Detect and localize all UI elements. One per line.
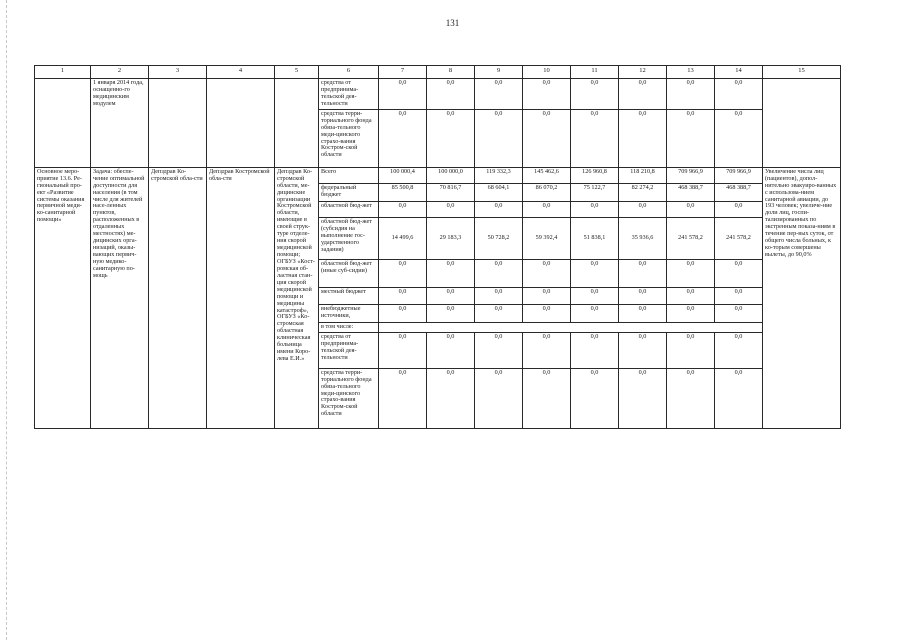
participant-cell (207, 79, 275, 168)
value-cell: 0,0 (379, 109, 427, 167)
value-cell: 0,0 (379, 287, 427, 304)
value-cell: 75 122,7 (571, 183, 619, 201)
column-number: 15 (763, 66, 841, 79)
value-cell: 100 000,4 (379, 167, 427, 183)
value-cell: 70 816,7 (427, 183, 475, 201)
executor-cell (275, 79, 319, 168)
funding-source-cell: средства от предпринима-тельской дея-тельности (319, 332, 379, 368)
value-cell: 709 966,9 (667, 167, 715, 183)
value-cell: 0,0 (619, 368, 667, 428)
value-cell: 0,0 (715, 201, 763, 217)
value-cell: 0,0 (571, 304, 619, 322)
value-cell: 0,0 (619, 332, 667, 368)
column-number: 9 (475, 66, 523, 79)
value-cell: 0,0 (667, 304, 715, 322)
column-number: 4 (207, 66, 275, 79)
value-cell: 0,0 (667, 368, 715, 428)
value-cell: 0,0 (619, 304, 667, 322)
column-number: 12 (619, 66, 667, 79)
value-cell: 0,0 (427, 201, 475, 217)
column-number: 2 (91, 66, 149, 79)
value-cell: 0,0 (379, 304, 427, 322)
coordinator-cell (149, 79, 207, 168)
value-cell: 0,0 (523, 79, 571, 110)
value-cell: 0,0 (475, 79, 523, 110)
value-cell: 0,0 (619, 201, 667, 217)
value-cell: 0,0 (571, 287, 619, 304)
value-cell: 85 500,8 (379, 183, 427, 201)
column-number: 5 (275, 66, 319, 79)
value-cell: 0,0 (571, 259, 619, 287)
column-number: 13 (667, 66, 715, 79)
funding-source-cell: областной бюд-жет (субсидия на выполнение гос-ударственного задания) (319, 217, 379, 259)
value-cell: 0,0 (715, 109, 763, 167)
funding-source-cell: областной бюд-жет (иные суб-сидии) (319, 259, 379, 287)
column-number: 7 (379, 66, 427, 79)
value-cell: 0,0 (715, 332, 763, 368)
value-cell: 0,0 (475, 368, 523, 428)
value-cell: 0,0 (523, 368, 571, 428)
value-cell: 29 183,3 (427, 217, 475, 259)
coordinator-cell: Депздрав Ко-стромской обла-сти (149, 167, 207, 428)
program-table (34, 65, 841, 429)
value-cell: 0,0 (475, 287, 523, 304)
binding-margin-line (6, 0, 7, 640)
value-cell: 0,0 (715, 287, 763, 304)
value-cell: 0,0 (523, 201, 571, 217)
value-cell: 0,0 (379, 259, 427, 287)
executor-cell: Депздрав Ко-стромской области, ме-дицинские организации Костромской области, имеющие в своей струк-туре отделе-ния скорой медицинской помощи; ОГБУЗ «Кост-ромская об-ластная стан-ция скорой медицинской помощи и медицины катастроф», ОГБУЗ «Ко-стромская областная клиническая больница имени Коро-лева Е.И.» (275, 167, 319, 428)
value-cell: 0,0 (379, 79, 427, 110)
value-cell: 0,0 (523, 259, 571, 287)
funding-source-cell: местный бюджет (319, 287, 379, 304)
task-cell: Задача: обеспе-чение оптимальной доступности для населения (в том числе для жителей насе-ленных пунктов, расположенных в отдаленных местностях) ме-дицинских орга-низаций, оказы-вающих первич-ную медико-санитарную по-мощь (91, 167, 149, 428)
value-cell: 68 604,1 (475, 183, 523, 201)
value-cell: 119 332,3 (475, 167, 523, 183)
value-cell: 468 388,7 (667, 183, 715, 201)
value-cell: 14 499,6 (379, 217, 427, 259)
funding-source-cell: средства терри-ториального фонда обяза-тельного меди-цинского страхо-вания Костром-ской области (319, 109, 379, 167)
column-number: 6 (319, 66, 379, 79)
value-cell: 126 960,8 (571, 167, 619, 183)
result-cell (763, 79, 841, 168)
value-cell: 0,0 (523, 304, 571, 322)
value-cell: 0,0 (619, 259, 667, 287)
table-row (35, 79, 841, 110)
value-cell: 0,0 (619, 109, 667, 167)
value-cell: 0,0 (667, 287, 715, 304)
column-number: 3 (149, 66, 207, 79)
value-cell: 82 274,2 (619, 183, 667, 201)
value-cell: 0,0 (667, 109, 715, 167)
value-cell: 0,0 (523, 109, 571, 167)
funding-source-cell: внебюджетные источники, (319, 304, 379, 322)
value-cell: 0,0 (427, 368, 475, 428)
column-number: 1 (35, 66, 91, 79)
value-cell: 0,0 (427, 332, 475, 368)
value-cell: 35 936,6 (619, 217, 667, 259)
table-row (35, 167, 841, 183)
value-cell: 118 210,8 (619, 167, 667, 183)
funding-source-cell: в том числе: (319, 322, 379, 332)
empty-value-cell (379, 322, 763, 332)
value-cell: 468 388,7 (715, 183, 763, 201)
value-cell: 0,0 (619, 287, 667, 304)
value-cell: 0,0 (715, 259, 763, 287)
funding-source-cell: областной бюд-жет (319, 201, 379, 217)
funding-source-cell: средства от предпринима-тельской дея-тельности (319, 79, 379, 110)
value-cell: 0,0 (523, 287, 571, 304)
measure-name-cell (35, 79, 91, 168)
value-cell: 100 000,0 (427, 167, 475, 183)
value-cell: 0,0 (571, 201, 619, 217)
participant-cell: Депздрав Костромской обла-сти (207, 167, 275, 428)
funding-source-cell: Всего (319, 167, 379, 183)
value-cell: 0,0 (571, 109, 619, 167)
column-number: 10 (523, 66, 571, 79)
task-cell: 1 января 2014 года, оснащенно-го медицинским модулем (91, 79, 149, 168)
result-cell: Увеличение числа лиц (пациентов), допол-нительно эвакуиро-ванных с использова-нием санитарной авиации, до 193 человек; увеличе-ние доли лиц, госпи-тализированных по экстренным показа-ниям в течение пер-вых суток, от общего числа больных, к ко-торым совершены вылеты, до 90,0% (763, 167, 841, 428)
value-cell: 0,0 (667, 259, 715, 287)
value-cell: 0,0 (475, 304, 523, 322)
value-cell: 0,0 (715, 368, 763, 428)
value-cell: 0,0 (475, 201, 523, 217)
value-cell: 709 966,9 (715, 167, 763, 183)
value-cell: 241 578,2 (667, 217, 715, 259)
funding-source-cell: федеральный бюджет (319, 183, 379, 201)
value-cell: 0,0 (427, 79, 475, 110)
value-cell: 0,0 (379, 368, 427, 428)
value-cell: 0,0 (667, 79, 715, 110)
value-cell: 0,0 (667, 332, 715, 368)
page-number: 131 (445, 18, 460, 28)
value-cell: 0,0 (427, 109, 475, 167)
value-cell: 59 392,4 (523, 217, 571, 259)
value-cell: 0,0 (379, 201, 427, 217)
value-cell: 0,0 (715, 79, 763, 110)
value-cell: 0,0 (475, 109, 523, 167)
value-cell: 50 728,2 (475, 217, 523, 259)
column-number-row (35, 66, 841, 79)
value-cell: 0,0 (571, 368, 619, 428)
value-cell: 0,0 (427, 287, 475, 304)
value-cell: 145 462,6 (523, 167, 571, 183)
value-cell: 0,0 (427, 304, 475, 322)
column-number: 8 (427, 66, 475, 79)
value-cell: 0,0 (475, 259, 523, 287)
value-cell: 0,0 (667, 201, 715, 217)
column-number: 14 (715, 66, 763, 79)
value-cell: 86 070,2 (523, 183, 571, 201)
value-cell: 0,0 (379, 332, 427, 368)
value-cell: 0,0 (571, 79, 619, 110)
value-cell: 0,0 (571, 332, 619, 368)
value-cell: 0,0 (715, 304, 763, 322)
column-number: 11 (571, 66, 619, 79)
value-cell: 51 838,1 (571, 217, 619, 259)
funding-source-cell: средства терри-ториального фонда обяза-тельного меди-цинского страхо-вания Костром-ской области (319, 368, 379, 428)
measure-name-cell: Основное меро-приятие 13.6. Ре-гиональный про-ект «Развитие системы оказания первичной меди-ко-санитарной помощи» (35, 167, 91, 428)
value-cell: 241 578,2 (715, 217, 763, 259)
value-cell: 0,0 (475, 332, 523, 368)
value-cell: 0,0 (427, 259, 475, 287)
value-cell: 0,0 (619, 79, 667, 110)
value-cell: 0,0 (523, 332, 571, 368)
